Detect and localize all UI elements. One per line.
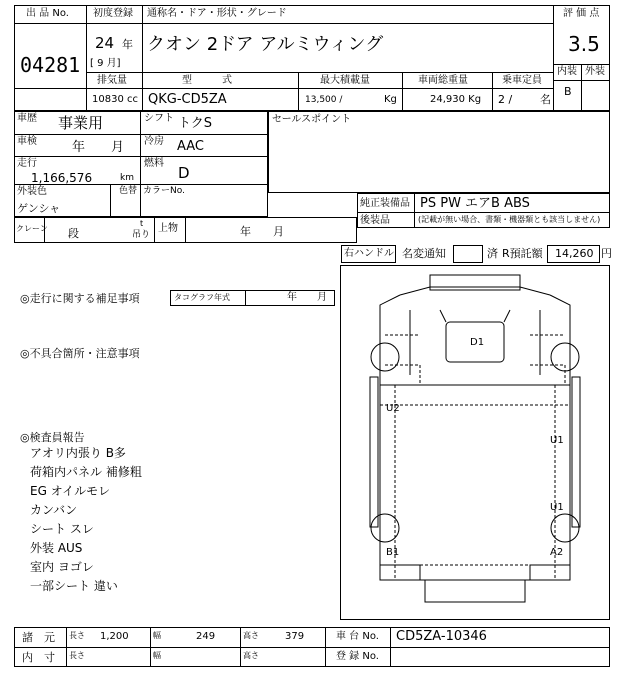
first-reg-year-unit: 年 [122,38,133,51]
crane-date: 年 月 [240,225,284,238]
first-reg-year: 24 [95,34,115,52]
crane-ton: t [140,219,144,228]
color-no-label: カラーNo. [143,186,185,196]
fuel-label: 燃料 [144,158,164,169]
length: 1,200 [100,631,129,642]
report-line: 外装 AUS [30,541,83,555]
name-change-box [453,245,483,263]
crane-mount: 上物 [158,223,178,234]
width-label: 幅 [153,631,161,640]
ac-label: 冷房 [144,136,164,147]
shift-label: シフト [144,113,174,124]
height-label: 高さ [243,631,259,640]
aftermarket-label: 後装品 [360,215,390,226]
crane-label: クレーン [16,224,48,233]
max-load-label: 最大積載量 [320,75,370,86]
defects-label: ◎不具合箇所・注意事項 [20,347,140,360]
damage-label-d1: D1 [470,337,485,348]
damage-label-a2: A2 [550,547,564,558]
car-name-label: 通称名・ドア・形状・グレード [147,8,287,19]
damage-label-u1-a: U1 [550,435,564,446]
equipment: PS PW エアB ABS [420,196,530,211]
inner-dims-label: 内 寸 [22,651,55,664]
shift: トクS [178,116,212,131]
inner-length-label: 長さ [69,651,85,660]
car-name: クオン 2ドア アルミウィング [147,34,384,55]
gross-weight: 24,930 Kg [430,94,482,105]
first-reg-month: [ 9 月] [90,58,121,69]
lot-no: 04281 [20,53,81,77]
displacement-label: 排気量 [97,75,127,86]
recycle-label-b: R預託額 [502,247,543,260]
history-label: 車歴 [17,113,37,124]
max-load-unit: Kg [384,94,397,105]
inner-height-label: 高さ [243,651,259,660]
lot-no-label: 出 品 No. [26,8,69,19]
rhd: 右ハンドル [344,248,394,259]
length-label: 長さ [69,631,85,640]
damage-label-b1: B1 [386,547,400,558]
interior-grade: B [564,85,572,98]
gross-weight-label: 車両総重量 [418,75,468,86]
inner-width-label: 幅 [153,651,161,660]
mileage-label: 走行 [17,158,37,169]
color-change-label: 色替 [119,186,138,196]
driving-notes-label: ◎走行に関する補足事項 [20,292,140,305]
recycle-label-a: 済 [487,247,498,260]
displacement: 10830 cc [92,94,138,105]
inspection-label: 車検 [17,136,37,147]
fuel: D [178,164,190,182]
chassis: CD5ZA-10346 [396,629,487,644]
report-line: 一部シート 違い [30,579,118,593]
ac: AAC [177,139,204,154]
name-change-label: 名変通知 [402,247,446,260]
dims-label: 諸 元 [22,631,55,644]
width: 249 [196,631,216,642]
aftermarket-note: (記載が無い場合、書類・機器類とも該当しません) [418,215,601,224]
recycle-amount: 14,260 [555,247,594,260]
equipment-label: 純正装備品 [360,198,410,209]
mileage: 1,166,576 [31,171,93,185]
reg-no-label: 登 録 No. [336,651,379,662]
model-label: 型 式 [182,75,232,86]
score-label: 評 価 点 [563,8,600,19]
damage-label-u2: U2 [386,403,400,414]
damage-label-u1-b: U1 [550,502,564,513]
first-reg-label: 初度登録 [93,8,133,19]
report-line: カンバン [30,503,78,517]
color-label: 外装色 [17,186,47,197]
report-line: 室内 ヨゴレ [30,560,94,574]
report-line: 荷箱内パネル 補修粗 [30,465,142,479]
chassis-label: 車 台 No. [336,631,379,642]
interior-label: 内装 [557,66,577,77]
capacity-label: 乗車定員 [502,75,542,86]
exterior-label: 外装 [585,66,605,77]
mileage-unit: km [120,173,134,183]
inspection: 年 月 [72,140,125,155]
max-load: 13,500 / [305,95,343,105]
report-line: EG オイルモレ [30,484,111,498]
model: QKG-CD5ZA [148,92,227,107]
capacity: 2 / [498,93,513,106]
crane-hang: 吊り [132,230,151,240]
color: ゲンシャ [17,202,61,215]
height: 379 [285,631,305,642]
crane-stage: 段 [68,227,79,240]
recycle-unit: 円 [601,247,612,260]
inspector-label: ◎検査員報告 [20,431,85,444]
report-line: シート スレ [30,522,94,536]
score: 3.5 [568,32,600,56]
tacho-value: 年 月 [287,292,327,303]
history: 事業用 [58,114,104,132]
report-line: アオリ内張り B多 [30,446,126,460]
truck-outline-icon [340,265,610,620]
sales-point-label: セールスポイント [272,114,352,125]
capacity-unit: 名 [540,93,551,106]
tacho-label: タコグラフ年式 [174,293,230,302]
